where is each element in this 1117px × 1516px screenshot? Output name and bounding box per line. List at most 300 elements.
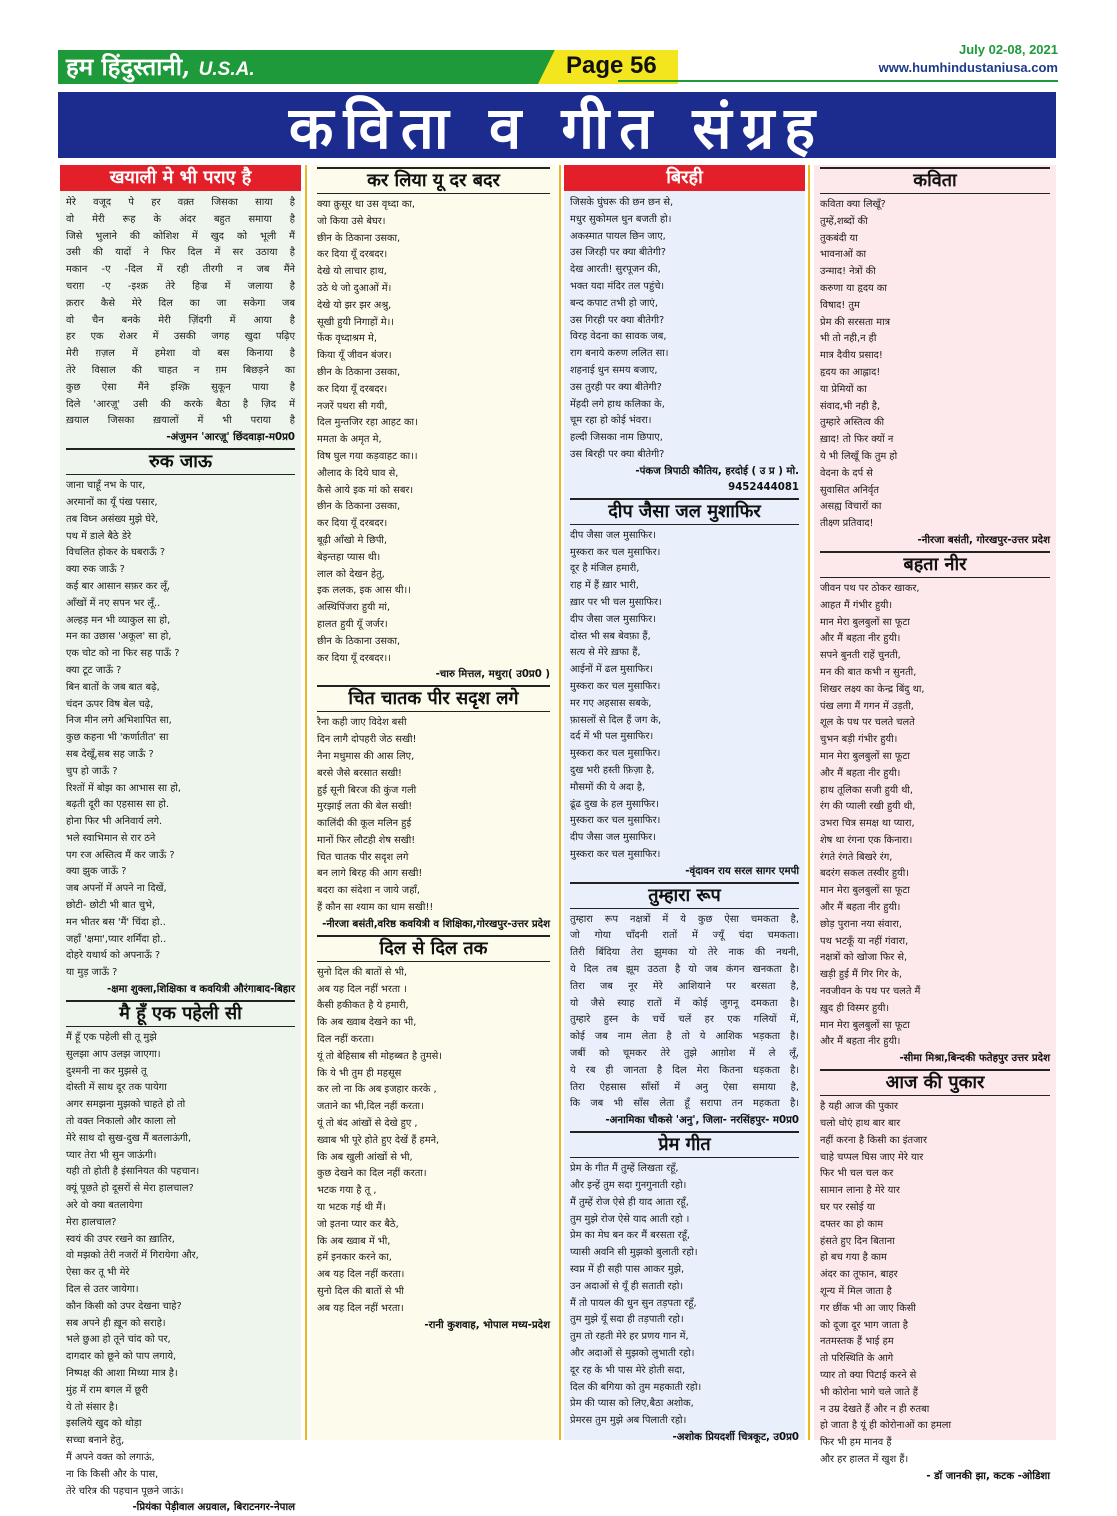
poem-line: कुछ देखने का दिल नहीं करता। xyxy=(317,1168,427,1180)
poem-line: ये रब ही जानता है दिल मेरा कितना धड़कता है। xyxy=(570,1064,799,1076)
poem-line: मन की बात कभी न सुनती, xyxy=(820,666,917,678)
poem-line: तब विघ्न असंख्य मुझे घेरे, xyxy=(66,513,159,525)
poem-line: फिर भी चल चल कर xyxy=(820,1168,894,1180)
poem-line: कुछ ऐसा मैंने इश्क़ि सुकून पाया है xyxy=(66,381,295,393)
poem-line: कैसी हकीकत है ये हमारी, xyxy=(317,1000,409,1012)
poem-line: हर एक शेअर में उसकी जगह खुदा पढ़िए xyxy=(66,331,295,343)
poem-line: असह्य विचारों का xyxy=(820,501,882,513)
poem-line: ढूंढ दुख के हल मुसाफिर। xyxy=(570,798,659,810)
poem-line: पथ में डाले बैठे डेरे xyxy=(66,530,132,542)
poem-line: यो जैसे स्याह रातों में कोई जुगनू दमकता है। xyxy=(570,997,799,1009)
poem-title: प्रेम गीत xyxy=(570,1131,799,1158)
poem-line: दीप जैसा जल मुसाफिर। xyxy=(570,529,656,541)
poem-line: रंग की प्याली रखी हुयी थी, xyxy=(820,801,916,813)
poem-line: जो किया उसे बेघर। xyxy=(317,215,386,227)
poem-line: दीप जैसा जल मुसाफिर। xyxy=(570,832,656,844)
poem-line: ये दिल तब झूम उठता है यो जब कंगन खनकता है। xyxy=(570,964,799,976)
poem-line: उभरा चित्र समक्ष था प्यारा, xyxy=(820,818,915,830)
poem-line: पग रज अस्तित्व मैं कर जाऊँ ? xyxy=(66,849,175,861)
poem-line: संवाद,भी नही है, xyxy=(820,400,881,412)
poem-line: है यही आज की पुकार xyxy=(820,1101,899,1113)
poem-line: तुम्हारा रूप नक्षत्रों में ये कुछ ऐसा चमकता है, xyxy=(570,913,799,925)
poem-line: उस तुरही पर क्या बीतेगी? xyxy=(570,381,662,393)
poem-line: छीन के ठिकाना उसका, xyxy=(317,232,401,244)
poem-line: सुवासित अनिर्वृत xyxy=(820,484,879,496)
brand-suffix: U.S.A. xyxy=(198,59,255,80)
column-divider xyxy=(305,165,307,1440)
poem-author: -रानी कुशवाह, भोपाल मध्य-प्रदेश xyxy=(424,1319,550,1331)
poem-line: दूर है मंजिल हमारी, xyxy=(570,563,640,575)
poem-line: दुख भरी हस्ती फ़िज़ा है, xyxy=(570,764,655,776)
poem-line: सामान लाना है मेरे यार xyxy=(820,1185,900,1197)
poem-line: निष्पक्ष की आशा मिथ्या मात्र है। xyxy=(66,1368,178,1379)
poem-line: भक्त यदा मंदिर तल पहुंचे। xyxy=(570,280,665,292)
poem-line: बेइन्तहा प्यास थी। xyxy=(317,551,381,563)
poem-line: अकस्मात पायल छिन जाए, xyxy=(570,230,666,242)
poem-line: दफ्तर का हो काम xyxy=(820,1218,884,1230)
poem-line: बढ़ती दूरी का एहसास सा हो. xyxy=(66,799,170,811)
column-3 xyxy=(564,165,805,1443)
poem-line: तीक्ष्ण प्रतिवाद! xyxy=(820,518,874,530)
poem-line: अल्हड़ मन भी व्याकुल सा हो, xyxy=(66,614,171,626)
poem-line: देखे यो लाचार हाथ, xyxy=(317,266,387,278)
poem-line: तुम्हारे अस्तित्व की xyxy=(820,417,885,429)
poem-line: ख्वाब भी पूरे होते हुए देखें हैं हमने, xyxy=(317,1134,440,1146)
poem-line: हल्दी जिसका नाम छिपाए, xyxy=(570,432,663,444)
poem-block xyxy=(317,167,550,683)
poem-title: चित चातक पीर सदृश लगे xyxy=(317,685,550,712)
poem-line: फेंक वृध्दाश्रम मे, xyxy=(317,333,377,345)
poem-line: स्वयं की उपर रखने का ख़ातिर, xyxy=(66,1233,175,1245)
poem-line: हाथ तूलिका सजी हुयी थी, xyxy=(820,784,914,796)
poem-line: तो वक्त निकालो और काला लो xyxy=(66,1116,176,1128)
poem-line: दोस्त भी सब बेवफ़ा हैं, xyxy=(570,630,651,642)
poem-line: हमें इनकार करने का, xyxy=(317,1252,392,1264)
poem-line: नैना मधुमास की आस लिए, xyxy=(317,750,415,762)
poem-line: वेदना के दर्प से xyxy=(820,467,873,479)
poem-line: छीन के ठिकाना उसका, xyxy=(317,366,401,378)
poem-line: नजरें पथरा सी गयी, xyxy=(317,400,388,412)
poem-line: बन्द कपाट तभी हो जाएं, xyxy=(570,297,658,309)
poem-line: दीप जैसा जल मुसाफिर। xyxy=(570,613,656,625)
brand-bar xyxy=(58,50,556,84)
poem-line: भटक गया है तू , xyxy=(317,1185,377,1197)
masthead xyxy=(58,42,1058,86)
poem-line: सुलझा आप उलझ जाएगा। xyxy=(66,1048,161,1060)
poem-line: भी कोरोना भागे चले जाते हैं xyxy=(820,1386,918,1398)
poem-line: करुणा या हृदय का xyxy=(820,282,887,294)
poem-block xyxy=(570,1131,799,1446)
poem-line: न उम्र देखते हैं और न ही रुतबा xyxy=(820,1403,930,1415)
poem-block xyxy=(317,685,550,933)
poem-block xyxy=(820,1069,1050,1485)
brand-name: हम हिंदुस्तानी, xyxy=(66,52,191,81)
poem-line: कैसे आये इक मां को सबर। xyxy=(317,484,414,496)
poem-block xyxy=(570,882,799,1130)
poem-line: पथ भटकूँ या नहीं गंवारा, xyxy=(820,935,909,947)
poem-line: नहीं करना है किसी का इंतजार xyxy=(820,1134,927,1146)
poem-line: जिसे भुलाने की कोशिश में खुद को भूली मैं xyxy=(66,230,295,242)
poem-line: क्या क़ुसूर था उस वृध्दा का, xyxy=(317,199,416,210)
poem-line: प्रेम का मेघ बन कर मैं बरसता रहूँ, xyxy=(570,1230,691,1242)
poem-block xyxy=(570,165,799,496)
poem-body xyxy=(570,195,799,464)
poem-line: मेरे साथ दो सुख-दुख मैं बतलाऊंगी, xyxy=(66,1132,192,1144)
poem-line: नतमस्तक हैं भाई हम xyxy=(820,1336,894,1348)
poem-line: क्या झुक जाऊँ ? xyxy=(66,866,127,878)
poem-line: जिसके घुंघरू की छन छन से, xyxy=(570,197,674,208)
section-banner xyxy=(58,92,1056,162)
poem-title: कविता xyxy=(820,167,1050,194)
poem-line: मर गए अहसास सबके, xyxy=(570,697,652,709)
poem-line: दिल से उतर जायेगा। xyxy=(66,1284,139,1296)
poem-line: रिश्तों में बोझ का आभास सा हो, xyxy=(66,782,182,794)
poem-line: मुरझाई लता की बेल सखी! xyxy=(317,801,413,813)
poem-line: प्रेमरस तुम मुझे अब पिलाती रहो। xyxy=(570,1415,687,1427)
poem-line: जबीं को चूमकर तेरे तुझे आग़ोश में ले लूँ, xyxy=(570,1048,799,1060)
poem-line: विषाद! तुम xyxy=(820,299,860,311)
poem-body xyxy=(317,965,550,1318)
poem-line: ख़ार पर भी चल मुसाफिर। xyxy=(570,596,662,608)
poem-line: लाल को देखन हेतु, xyxy=(317,568,385,580)
poem-line: और मैं बहता नीर हुयी। xyxy=(820,767,901,779)
poem-line: दिन लागै दोपहरी जेठ सखी! xyxy=(317,734,417,746)
poem-line: मुंह में राम बगल में छूरी xyxy=(66,1384,148,1396)
poem-line: जताने का भी,दिल नहीं करता। xyxy=(317,1101,424,1113)
poem-line: आहत मैं गंभीर हुयी। xyxy=(820,599,893,611)
poem-line: हैं कौन सा श्याम का धाम सखी!! xyxy=(317,902,434,914)
poem-line: कि ये भी तुम ही महसूस xyxy=(317,1067,402,1079)
poem-line: बरसे जैसे बरसात सखी! xyxy=(317,767,402,779)
poem-line: छीन के ठिकाना उसका, xyxy=(317,501,401,513)
poem-line: हुई सूनी बिरज की कुंज गली xyxy=(317,784,417,796)
poem-line: जब अपनों में अपने ना दिखें, xyxy=(66,883,167,895)
poem-line: मैं हूँ एक पहेली सी तू मुझे xyxy=(66,1032,157,1044)
poem-body xyxy=(317,715,550,917)
poem-line: तेरे चरित्र की पहचान पूछने जाऊं। xyxy=(66,1485,184,1497)
poem-line: उस बिरही पर क्या बीतेगी? xyxy=(570,448,665,460)
poem-line: जीवन पथ पर ठोकर खाकर, xyxy=(820,582,920,594)
poem-line: ख़ुद ही विस्मर हुयी। xyxy=(820,1002,890,1014)
poem-line: अब यह दिल नहीं भरता। xyxy=(317,1302,404,1314)
poem-line: अंदर का तूफान, बाहर xyxy=(820,1269,898,1281)
poem-line: चराग़ -ए -इश्क़ तेरे हिज्र में जलाया है xyxy=(66,280,295,292)
poem-body xyxy=(570,528,799,864)
poem-title: दीप जैसा जल मुशाफिर xyxy=(570,498,799,525)
poem-line: क्या रुक जाऊँ ? xyxy=(66,564,125,576)
poem-line: क्या टूट जाऊँ ? xyxy=(66,664,122,676)
poem-line: किया यूँ जीवन बंजर। xyxy=(317,350,392,362)
poem-line: प्यार तेरा भी सुन जाऊंगी। xyxy=(66,1149,157,1161)
poem-line: इसलिये खुद को थोड़ा xyxy=(66,1418,142,1430)
poem-line: कुछ कहना भी 'कर्णातीत' सा xyxy=(66,732,169,744)
poem-line: प्यार तो क्या पिटाई करने से xyxy=(820,1370,917,1381)
poem-author: -अशोक प्रियदर्शी चित्रकूट, उ0प्र0 xyxy=(672,1432,799,1443)
poem-line: हालत हुयी यूँ जर्जर। xyxy=(317,618,388,630)
page-number: Page 56 xyxy=(566,52,657,79)
poem-line: अरमानों का यूँ पंख पसार, xyxy=(66,496,158,508)
poem-line: होना फिर भी अनिवार्य लगे. xyxy=(66,816,163,828)
poem-line: दूर रह के भी पास मेरे होती सदा, xyxy=(570,1364,686,1376)
poem-author: -वृंदावन राय सरल सागर एमपी xyxy=(685,865,799,877)
poem-line: मुस्करा कर चल मुसाफिर। xyxy=(570,680,661,692)
header-rule xyxy=(618,80,1058,82)
poem-line: चुभन बड़ी गंभीर हुयी। xyxy=(820,734,898,746)
poem-author: -चारु मित्तल, मथुरा( उ0प्र0 ) xyxy=(435,669,550,681)
poem-line: नक्षत्रों को खोजा फिर से, xyxy=(820,952,908,964)
poem-line: और अदाओं से मुझको लुभाती रहो। xyxy=(570,1348,695,1360)
poem-line: तुम तो रहती मेरे हर प्रणय गान में, xyxy=(570,1331,689,1343)
poem-line: घर पर रसोई या xyxy=(820,1202,875,1214)
poem-body xyxy=(820,1099,1050,1469)
poem-line: वो चैन बनके मेरी ज़िंदगी में आया है xyxy=(66,314,295,326)
poem-line: वो मझको तेरी नजरों में गिरायेगा और, xyxy=(66,1250,199,1262)
poem-line: हो बच गया है काम xyxy=(820,1252,887,1264)
poem-line: और हर हालत में खुश हैं। xyxy=(820,1453,909,1465)
poem-line: मुस्करा कर चल मुसाफिर। xyxy=(570,815,661,827)
poem-line: तुम्हें,शब्दों की xyxy=(820,215,868,227)
poem-line: जो इतना प्यार कर बैठे, xyxy=(317,1218,399,1230)
poem-line: तुम्हारे हुस्न के चर्चे चलें हर एक गलियों में, xyxy=(570,1014,799,1026)
poem-line: कर दिया यूँ दरबदर। xyxy=(317,249,388,261)
poem-line: मुस्करा कर चल मुसाफिर। xyxy=(570,546,661,558)
poem-line: ना कि किसी और के पास, xyxy=(66,1468,159,1480)
section-title: कविता व गीत संग्रह xyxy=(288,93,826,162)
poem-line: शेष था रंगना एक किनारा। xyxy=(820,834,913,846)
poem-line: उसी की यादों ने फिर दिल में सर उठाया है xyxy=(66,247,295,259)
poem-line: वो मेरी रूह के अंदर बहुत समाया है xyxy=(66,213,295,225)
poem-line: चंदन ऊपर विष बेल चढ़े, xyxy=(66,698,154,710)
poem-line: फ़ासलों से दिल हैं जग के, xyxy=(570,714,662,726)
column-divider xyxy=(808,165,810,1440)
poem-line: सब देखूँ,सब सह जाऊँ ? xyxy=(66,748,154,760)
poem-line: छोड़ पुराना नया संवारा, xyxy=(820,918,902,930)
poem-line: हो जाता है यूं ही कोरोनाओं का हमला xyxy=(820,1420,951,1432)
poem-line: या प्रेमियों का xyxy=(820,383,867,395)
poem-line: तो परिस्थिति के आगे xyxy=(820,1353,894,1365)
poem-line: कर दिया यूँ दरबदर। xyxy=(317,383,388,395)
poem-title: मै हूँ एक पहेली सी xyxy=(66,1000,295,1027)
poem-block xyxy=(66,165,295,446)
poem-line: चलो धोएं हाथ बार बार xyxy=(820,1118,901,1130)
poem-block xyxy=(66,1000,295,1516)
poem-line: निज मीन लगे अभिशापित सा, xyxy=(66,715,172,727)
poem-line: ये तो संसार है। xyxy=(66,1401,118,1413)
poem-line: अब यह दिल नहीं भरता । xyxy=(317,983,407,995)
poem-title: बहता नीर xyxy=(820,551,1050,578)
poem-line: सत्य से मेरे ख़फा हैं, xyxy=(570,647,641,659)
column-4 xyxy=(814,165,1056,1482)
poem-author: -क्षमा शुक्ला,शिक्षिका व कवयित्री औरंगाबाद-बिहार xyxy=(106,984,295,996)
poem-line: तुम मुझे यूँ सदा ही तड़पाती रहो। xyxy=(570,1314,684,1326)
poem-line: मात्र दैवीय प्रसाद! xyxy=(820,350,883,362)
poem-line: को दूजा दूर भाग जाता है xyxy=(820,1319,908,1331)
poem-line: चित चातक पीर सदृश लगे xyxy=(317,851,409,863)
poem-line: छीन के ठिकाना उसका, xyxy=(317,635,401,647)
poem-line: तुम मुझे रोज ऐसे याद आती रहो । xyxy=(570,1213,690,1225)
poem-line: मेरे वजूद पे हर वक़्त जिसका साया है xyxy=(66,197,295,208)
poem-line: क़रार कैसे मेरे दिल का जा सकेगा जब xyxy=(66,297,295,309)
poem-line: आँखों में नए सपन भर लूँ.. xyxy=(66,597,161,609)
poem-line: मन का उछास 'अकूल' सा हो, xyxy=(66,631,172,643)
poem-line: ख़याल जिसका ख़यालों में भी पराया है xyxy=(66,415,295,427)
poem-line: सुनो दिल की बातों से भी, xyxy=(317,966,408,978)
poem-line: मन भीतर बस 'मैं' चिंदा हो.. xyxy=(66,916,166,928)
poem-line: एक चोट को ना फिर सह पाऊँ ? xyxy=(66,648,180,660)
poem-line: दोहरे यथार्थ को अपनाऊँ ? xyxy=(66,950,161,962)
poem-line: रंगते रंगते बिखरे रंग, xyxy=(820,851,893,863)
poem-block xyxy=(317,935,550,1334)
poem-line: शून्य में मिल जाता है xyxy=(820,1286,892,1298)
poem-line: दिल की बगिया को तुम महकाती रहो। xyxy=(570,1381,702,1393)
poem-line: और इन्हें तुम सदा गुनगुनाती रहो। xyxy=(570,1180,687,1192)
poem-line: भले स्वाभिमान से रार ठने xyxy=(66,832,156,844)
poem-line: कर दिया यूँ दरबदर। xyxy=(317,518,388,530)
poem-line: राग बनाये करुण ललित सा। xyxy=(570,348,669,360)
poem-line: या भटक गई थी मैं। xyxy=(317,1202,386,1214)
poem-line: अस्थिपिंजरा हुयी मां, xyxy=(317,602,390,614)
poem-line: पंख लगा मैं गगन में उड़ती, xyxy=(820,700,914,712)
poem-author: -नीरजा बसंती, गोरखपुर-उत्तर प्रदेश xyxy=(917,534,1050,546)
poem-block xyxy=(570,498,799,880)
poem-line: कर दिया यूँ दरबदर।। xyxy=(317,652,391,664)
poem-line: जाना चाहूँ नभ के पार, xyxy=(66,480,146,492)
poem-line: ममता के अमृत मे, xyxy=(317,434,382,446)
poem-author: -अनामिका चौकसे 'अनु', जिला- नरसिंहपुर- म0प्र0 xyxy=(605,1115,799,1127)
poem-line: शिखर लक्ष्य का केन्द्र बिंदु था, xyxy=(820,683,925,695)
poem-line: विरह वेदना का सावक जब, xyxy=(570,331,667,343)
poem-line: चूम रहा हो कोई भंवरा। xyxy=(570,415,652,427)
poem-line: देखे यो झर झर अश्रु, xyxy=(317,299,392,311)
poem-line: यूं तो बेहिसाब सी मोहब्बत है तुमसे। xyxy=(317,1050,442,1062)
poem-line: चाहे चप्पल घिस जाए मेरे यार xyxy=(820,1151,924,1163)
poem-line: दर्द में भी पल मुसाफिर। xyxy=(570,731,654,743)
poem-line: और मैं बहता नीर हुयी। xyxy=(820,1036,901,1048)
poem-line: मकान -ए -दिल में रही तीरगी न जब मैंने xyxy=(66,264,295,276)
poem-line: फिर भी हम मानव हैं xyxy=(820,1437,892,1449)
poem-line: तिरा ऐहसास साँसों में अनु ऐसा समाया है, xyxy=(570,1081,799,1093)
poem-line: कोई जब नाम लेता है तो ये आशिक भड़कता है। xyxy=(570,1031,799,1043)
poem-line: चुप हो जाऊँ ? xyxy=(66,765,118,777)
poem-block xyxy=(66,448,295,998)
poem-line: गर छींक भी आ जाए किसी xyxy=(820,1302,916,1314)
poem-line: औलाद के दिये घाव से, xyxy=(317,467,399,479)
poem-line: बदरा का संदेशा न जाये जहाँ, xyxy=(317,885,421,897)
poem-line: शहनाई धुन समय बजाए, xyxy=(570,364,658,376)
poem-line: उस गिरही पर क्या बीतेगी? xyxy=(570,314,665,326)
poem-line: सच्चा बनाने हेतु, xyxy=(66,1435,125,1447)
poem-title: आज की पुकार xyxy=(820,1069,1050,1096)
poem-line: मुस्करा कर चल मुसाफिर। xyxy=(570,748,661,760)
poem-title: खयाली मे भी पराए है xyxy=(60,165,301,191)
poem-line: आईनों में ढल मुसाफिर। xyxy=(570,664,653,676)
poem-line: दिल नहीं करता। xyxy=(317,1034,375,1046)
poem-line: स्वप्न में ही सही पास आकर मुझे, xyxy=(570,1264,685,1276)
poem-line: प्रेम की प्यास को लिए,बैठा अशोक, xyxy=(570,1398,694,1410)
poem-line: राह में हैं ख़ार भारी, xyxy=(570,580,639,592)
poem-line: मान मेरा बुलबुलों सा फूटा xyxy=(820,1019,910,1031)
poem-line: तेरे विसाल की चाहत न ग़म बिछड़ने का xyxy=(66,364,295,376)
poem-line: क्यूं पूछते हो दूसरों से मेरा हालचाल? xyxy=(66,1183,194,1195)
poem-title: तुम्हारा रूप xyxy=(570,882,799,909)
poem-line: और मैं बहता नीर हुयी। xyxy=(820,902,901,914)
poem-body xyxy=(66,195,295,430)
poem-line: बूढ़ी आँखो मे छिपी, xyxy=(317,534,388,546)
poem-author: -नीरजा बसंती,वरिष्ठ कवयित्री व शिक्षिका,गोरखपुर-उत्तर प्रदेश xyxy=(322,918,550,930)
poem-line: विष घुल गया कड़वाहट का।। xyxy=(317,450,418,462)
poem-line: दिले 'आरज़ू' उसी की करके बैठा है ज़िद में xyxy=(66,398,295,410)
poem-line: मान मेरा बुलबुलों सा फूटा xyxy=(820,750,910,762)
poem-line: ये भी लिखूँ कि तुम हो xyxy=(820,450,898,462)
poem-line: कि अब खुली आंखों से भी, xyxy=(317,1151,413,1163)
poem-line: कि अब ख्वाब में भी, xyxy=(317,1235,391,1247)
issue-date: July 02-08, 2021 xyxy=(958,42,1058,57)
poem-line: मुस्करा कर चल मुसाफिर। xyxy=(570,848,661,860)
poem-line: अरे वो क्या बतलायेगा xyxy=(66,1200,143,1212)
poem-line: सुनो दिल की बातों से भी xyxy=(317,1286,404,1298)
poem-block xyxy=(820,551,1050,1067)
poem-line: सब अपने ही ख़ून को सराहे। xyxy=(66,1317,166,1329)
poem-line: ख़ाद! तो फिर क्यों न xyxy=(820,434,894,446)
poem-line: छोटी- छोटी भी बात चुभे, xyxy=(66,900,156,912)
poem-line: मेंहदी लगे हाथ कलिका के, xyxy=(570,398,665,410)
poem-line: उन्माद! नेत्रों की xyxy=(820,266,876,278)
poem-body xyxy=(820,581,1050,1051)
poem-line: दुश्मनी ना कर मुझसे तू xyxy=(66,1065,147,1077)
poem-line: उन अदाओं से यूँ ही सताती रहो। xyxy=(570,1280,684,1292)
column-divider xyxy=(559,165,561,1440)
poem-line: खड़ी हुई मैं गिर गिर के, xyxy=(820,969,902,981)
poem-line: उस जिरही पर क्या बीतेगी? xyxy=(570,247,667,259)
column-1 xyxy=(60,165,301,1514)
poem-line: और मैं बहता नीर हुयी। xyxy=(820,633,901,645)
poem-line: मान मेरा बुलबुलों सा फूटा xyxy=(820,885,910,897)
poem-line: कौन किसी को उपर देखना चाहे? xyxy=(66,1300,182,1312)
poem-line: कि जब भी साँस लेता हूँ सरापा तन महकता है। xyxy=(570,1098,799,1110)
poem-body xyxy=(317,197,550,667)
poem-line: भावनाओं का xyxy=(820,249,867,261)
website-link[interactable]: www.humhindustaniusa.com xyxy=(878,60,1058,75)
column-2 xyxy=(311,165,556,1440)
poem-line: कर लो ना कि अब इजहार करके , xyxy=(317,1084,437,1096)
poem-line: तिरा जब नूर मेरे आशियाने पर बरसता है, xyxy=(570,980,799,992)
poem-block xyxy=(820,167,1050,549)
poem-body xyxy=(66,478,295,982)
poem-author: -अंजुमन 'आरज़ू' छिंदवाड़ा-म0प्र0 xyxy=(166,432,295,444)
poem-line: सूखी हुयी निगाहों मे।। xyxy=(317,316,394,328)
poem-body xyxy=(66,1030,295,1500)
poem-line: तुकबंदी या xyxy=(820,232,858,244)
poem-line: मौसमों की ये अदा है, xyxy=(570,781,646,793)
poem-line: ऐसा कर तू भी मेरे xyxy=(66,1267,130,1279)
poem-line: प्रेम के गीत मैं तुम्हें लिखता रहूँ, xyxy=(570,1163,679,1175)
poem-line: बिन बातों के जब बात बढ़े, xyxy=(66,681,160,693)
poem-author: - डॉ जानकी झा, कटक -ओडिशा xyxy=(926,1470,1050,1482)
poem-line: भले छुआ हो तूने चांद को पर, xyxy=(66,1334,171,1346)
poem-line: भी तो नही,न ही xyxy=(820,333,877,345)
poem-line: मेरा हालचाल? xyxy=(66,1216,117,1228)
poem-body xyxy=(570,912,799,1114)
poem-line: नवजीवन के पथ पर चलते मैं xyxy=(820,986,921,998)
poem-line: रैना कही जाए विदेश बसी xyxy=(317,717,407,729)
poem-body xyxy=(570,1161,799,1430)
poem-line: उठे थे जो दुआओं में। xyxy=(317,282,392,294)
poem-line: देख आरती! सुरपूजन की, xyxy=(570,264,661,276)
poem-line: जो गोया चाँदनी रातों में ज्यूँ चंदा चमकता। xyxy=(570,930,799,942)
poem-line: शूल के पथ पर चलते चलते xyxy=(820,717,915,729)
poem-line: मैं तो पायल की धुन सुन तड़पता रहूँ, xyxy=(570,1297,697,1309)
poem-line: मैं अपने वक्त को लगाऊं, xyxy=(66,1451,155,1463)
